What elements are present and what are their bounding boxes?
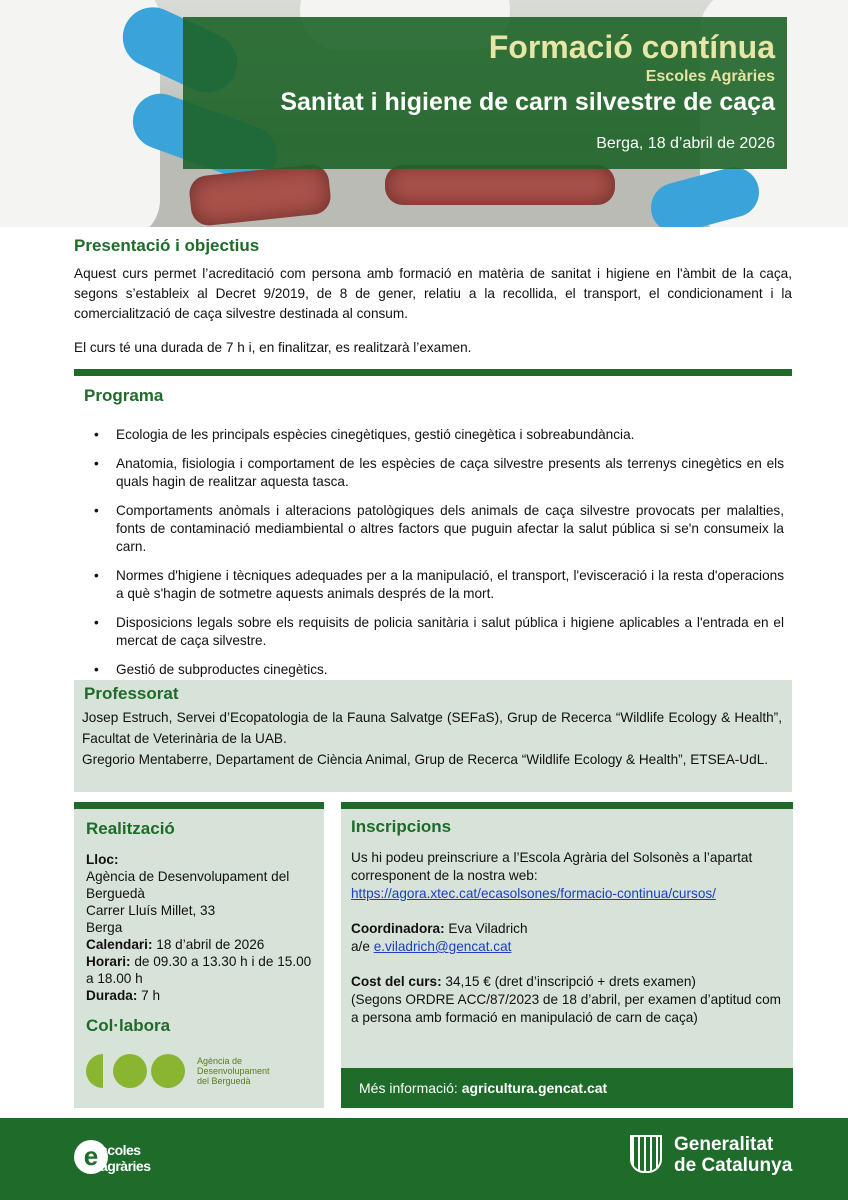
section-divider <box>74 369 792 376</box>
teachers-section <box>74 680 792 792</box>
registration-panel: Inscripcions Us hi podeu preinscriure a l’Escola Agrària del Solsonès a l’apartat corresponent de la nostra web: https://agora.xtec.cat/ecasolsones/formacio-continua/cursos/ Coordinadora: Eva Viladrich a/e e.viladrich@gencat.cat Cost del curs: 34,15 € (dret d’inscripció + drets examen) (Segons ORDRE ACC/87/2023 de 18 d’abril, per examen d’aptitud com a persona amb formació en manipulació de carn de caça) Més informació: agricultura.gencat.cat <box>341 802 793 1108</box>
realization-panel <box>74 802 324 1108</box>
duration-value: 7 h <box>137 988 161 1003</box>
list-item: • Ecologia de les principals espècies cinegètiques, gestió cinegètica i sobreabundància. <box>94 427 635 442</box>
collaborates-heading: Col·labora <box>86 1016 171 1035</box>
page-subtitle: Escoles Agràries <box>645 68 775 85</box>
more-info-label: Més informació: <box>359 1080 462 1096</box>
bullet-icon: • <box>94 615 99 630</box>
cost-value: 34,15 € (dret d’inscripció + drets examen) <box>441 974 696 989</box>
schedule-value: de 09.30 a 13.30 h i de 15.00 a 18.00 h <box>86 954 312 986</box>
presentation-heading: Presentació i objectius <box>74 236 260 255</box>
course-date: Berga, 18 d’abril de 2026 <box>596 135 775 152</box>
generalitat-logo: Generalitat de Catalunya <box>630 1135 800 1181</box>
list-item: • Anatomia, fisiologia i comportament de les espècies de caça silvestre presents als terrenys cinegètics en els quals hagin de realitzar aquesta tasca. <box>94 456 784 489</box>
cost-label: Cost del curs: <box>351 974 442 989</box>
teacher-row: Josep Estruch, Servei d’Ecopatologia de la Fauna Salvatge (SEFaS), Grup de Recerca “Wildlife Ecology & Health”, Facultat de Veterinària de la UAB. <box>82 710 782 746</box>
registration-heading: Inscripcions <box>351 817 452 836</box>
calendar-value: 18 d’abril de 2026 <box>152 937 265 952</box>
location-label: Lloc: <box>86 852 119 867</box>
list-item: • Comportaments anòmals i alteracions patològiques dels animals de caça silvestre provocats per malalties, fonts de contaminació mediambiental o altres factors que puguin afectar la salut pública si se'n consumeix la carn. <box>94 503 784 554</box>
page-title: Formació contínua <box>488 29 775 65</box>
list-item: • Normes d'higiene i tècniques adequades per a la manipulació, el transport, l'evisceració i la resta d'operacions a què s'hagin de sotmetre aquests animals després de la mort. <box>94 568 784 601</box>
list-item: • Gestió de subproductes cinegètics. <box>94 662 328 677</box>
more-info-bar <box>341 1068 793 1108</box>
escoles-logo-icon: e <box>74 1140 108 1174</box>
presentation-section <box>74 236 792 358</box>
location-line: Berga <box>86 920 123 935</box>
calendar-label: Calendari: <box>86 937 153 952</box>
location-line: Carrer Lluís Millet, 33 <box>86 903 216 918</box>
bullet-icon: • <box>94 662 99 677</box>
partner-logo-icon <box>113 1054 147 1088</box>
partner-logo-text: Agència de Desenvolupament del Berguedà <box>197 1056 270 1086</box>
bullet-icon: • <box>94 456 99 471</box>
bullet-icon: • <box>94 503 99 518</box>
schedule-label: Horari: <box>86 954 131 969</box>
partner-logo-icon <box>86 1054 103 1088</box>
more-info-link[interactable]: agricultura.gencat.cat <box>461 1080 608 1096</box>
coordinator-label: Coordinadora: <box>351 921 445 936</box>
location-line: Agència de Desenvolupament del Berguedà <box>86 869 290 901</box>
registration-text: Us hi podeu preinscriure a l’Escola Agrària del Solsonès a l’apartat corresponent de la nostra web: <box>351 850 753 883</box>
registration-link[interactable]: https://agora.xtec.cat/ecasolsones/formacio-continua/cursos/ <box>351 886 716 901</box>
program-list <box>94 426 784 679</box>
program-section <box>84 386 784 690</box>
coordinator-name: Eva Viladrich <box>444 921 528 936</box>
cost-note: (Segons ORDRE ACC/87/2023 de 18 d’abril, per examen d’aptitud com a persona amb formació en manipulació de carn de caça) <box>351 992 781 1025</box>
partner-logo-icon <box>151 1054 185 1088</box>
list-item: • Disposicions legals sobre els requisits de policia sanitària i salut pública i higiene aplicables a l'entrada en el mercat de caça silvestre. <box>94 615 784 648</box>
course-title: Sanitat i higiene de carn silvestre de caça <box>280 88 775 116</box>
bullet-icon: • <box>94 568 99 583</box>
realization-heading: Realització <box>86 819 175 838</box>
bullet-icon: • <box>94 427 99 442</box>
presentation-paragraph: Aquest curs permet l’acreditació com persona amb formació en matèria de sanitat i higiene en l'àmbit de la caça, segons s’estableix al Decret 9/2019, de 8 de gener, relatiu a la recollida, el transport, el condicionament i la comercialització de caça silvestre destinada al consum. <box>74 266 792 321</box>
duration-label: Durada: <box>86 988 138 1003</box>
generalitat-emblem-icon <box>630 1135 662 1173</box>
teachers-heading: Professorat <box>84 684 179 703</box>
program-heading: Programa <box>84 386 164 405</box>
teacher-row: Gregorio Mentaberre, Departament de Ciència Animal, Grup de Recerca “Wildlife Ecology & Health”, ETSEA-UdL. <box>82 752 769 767</box>
title-box <box>183 17 787 169</box>
meat-piece-2 <box>385 165 615 205</box>
email-link[interactable]: e.viladrich@gencat.cat <box>373 939 512 954</box>
partner-logo <box>86 1054 312 1088</box>
duration-paragraph: El curs té una durada de 7 h i, en finalitzar, es realitzarà l’examen. <box>74 340 472 355</box>
escoles-agraries-logo: e scoles agràries <box>74 1134 174 1184</box>
